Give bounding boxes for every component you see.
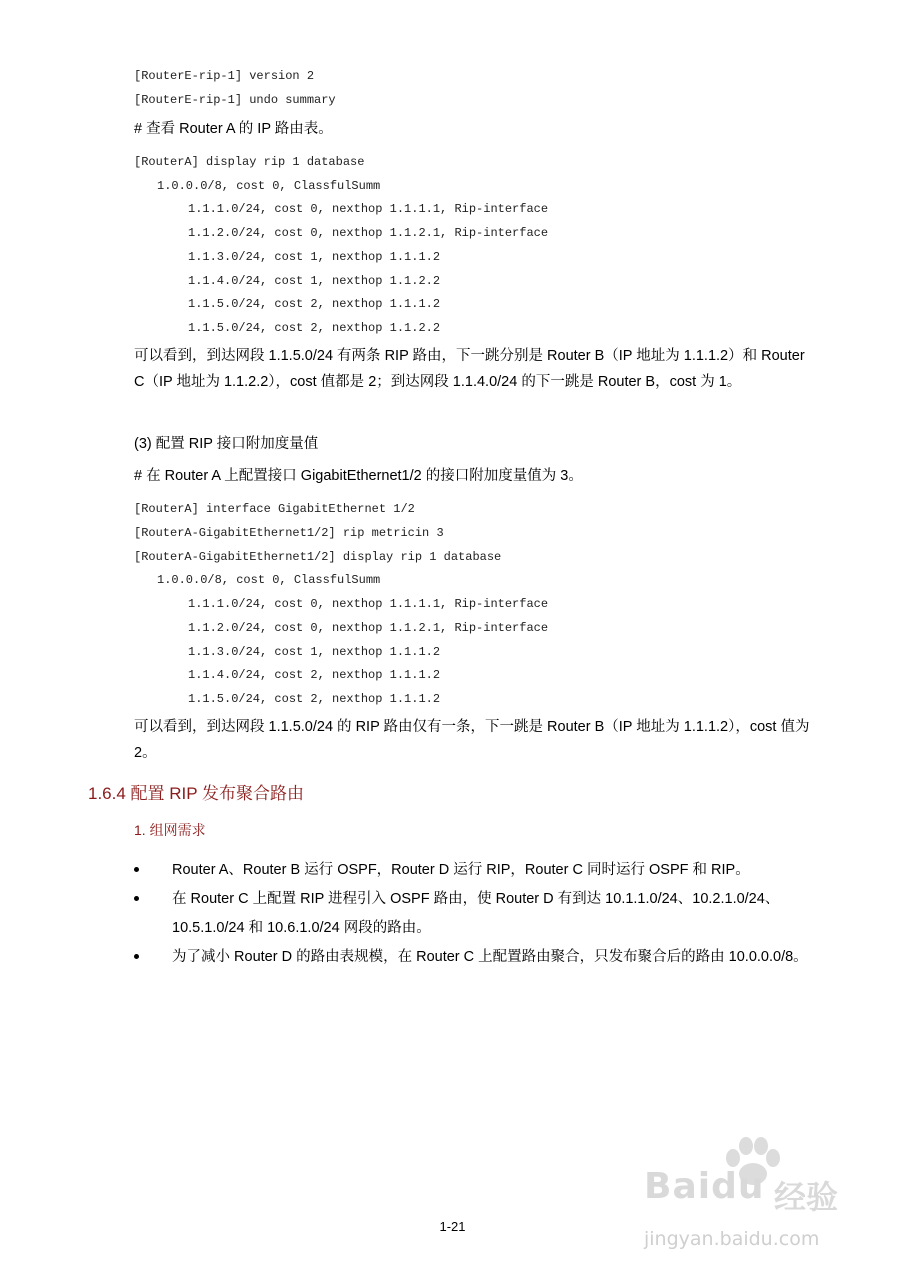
code-summary: 1.0.0.0/8, cost 0, ClassfulSumm — [157, 573, 381, 587]
subsection-title: 1. 组网需求 — [134, 822, 206, 838]
code-route: 1.1.4.0/24, cost 2, nexthop 1.1.1.2 — [188, 668, 441, 682]
code-route: 1.1.2.0/24, cost 0, nexthop 1.1.2.1, Rip-interface — [188, 621, 549, 635]
page-number: 1-21 — [439, 1219, 466, 1234]
note-config-metricin: # 在 Router A 上配置接口 GigabitEthernet1/2 的接口附加度量值为 3。 — [134, 468, 583, 484]
code-command: [RouterA-GigabitEthernet1/2] rip metricin 3 — [134, 526, 444, 540]
code-line: [RouterE-rip-1] version 2 — [134, 69, 315, 83]
bullet-dot-icon — [134, 896, 139, 901]
step-heading: (3) 配置 RIP 接口附加度量值 — [134, 436, 319, 452]
note-view-table: # 查看 Router A 的 IP 路由表。 — [134, 121, 333, 137]
watermark-brand: Baidu — [644, 1166, 765, 1207]
list-item-text: 为了减小 Router D 的路由表规模，在 Router C 上配置路由聚合，只发布聚合后的路由 10.0.0.0/8。 — [172, 949, 808, 965]
list-item-text: Router A、Router B 运行 OSPF，Router D 运行 RIP，Router C 同时运行 OSPF 和 RIP。 — [172, 862, 750, 878]
code-command: [RouterA-GigabitEthernet1/2] display rip 1 database — [134, 550, 502, 564]
code-command: [RouterA] interface GigabitEthernet 1/2 — [134, 502, 415, 516]
bullet-dot-icon — [134, 867, 139, 872]
watermark-url: jingyan.baidu.com — [644, 1228, 820, 1250]
watermark-brand-cn: 经验 — [774, 1178, 839, 1216]
code-summary: 1.0.0.0/8, cost 0, ClassfulSumm — [157, 179, 381, 193]
code-route: 1.1.1.0/24, cost 0, nexthop 1.1.1.1, Rip-interface — [188, 597, 549, 611]
bullet-dot-icon — [134, 954, 139, 959]
section-title: 1.6.4 配置 RIP 发布聚合路由 — [88, 784, 305, 803]
baidu-jingyan-watermark — [636, 1136, 876, 1266]
code-route: 1.1.3.0/24, cost 1, nexthop 1.1.1.2 — [188, 250, 441, 264]
list-item-text: 在 Router C 上配置 RIP 进程引入 OSPF 路由，使 Router D 有到达 10.1.1.0/24、10.2.1.0/24、10.5.1.0/24 和 10.6.1.0/24 网段的路由。 — [172, 891, 780, 936]
code-route: 1.1.2.0/24, cost 0, nexthop 1.1.2.1, Rip-interface — [188, 226, 549, 240]
paragraph-explanation-1: 可以看到，到达网段 1.1.5.0/24 有两条 RIP 路由，下一跳分别是 Router B（IP 地址为 1.1.1.2）和 Router C（IP 地址为 1.1.2.2），cost 值都是 2；到达网段 1.1.4.0/24 的下一跳是 Router B，cost 为 1。 — [134, 348, 805, 390]
code-route: 1.1.3.0/24, cost 1, nexthop 1.1.1.2 — [188, 645, 441, 659]
code-route: 1.1.4.0/24, cost 1, nexthop 1.1.2.2 — [188, 274, 441, 288]
code-command: [RouterA] display rip 1 database — [134, 155, 365, 169]
code-line: [RouterE-rip-1] undo summary — [134, 93, 336, 107]
code-route: 1.1.1.0/24, cost 0, nexthop 1.1.1.1, Rip-interface — [188, 202, 549, 216]
paragraph-explanation-2: 可以看到，到达网段 1.1.5.0/24 的 RIP 路由仅有一条，下一跳是 Router B（IP 地址为 1.1.1.2），cost 值为 2。 — [134, 719, 810, 761]
code-route: 1.1.5.0/24, cost 2, nexthop 1.1.2.2 — [188, 321, 441, 335]
code-route: 1.1.5.0/24, cost 2, nexthop 1.1.1.2 — [188, 692, 441, 706]
code-route: 1.1.5.0/24, cost 2, nexthop 1.1.1.2 — [188, 297, 441, 311]
